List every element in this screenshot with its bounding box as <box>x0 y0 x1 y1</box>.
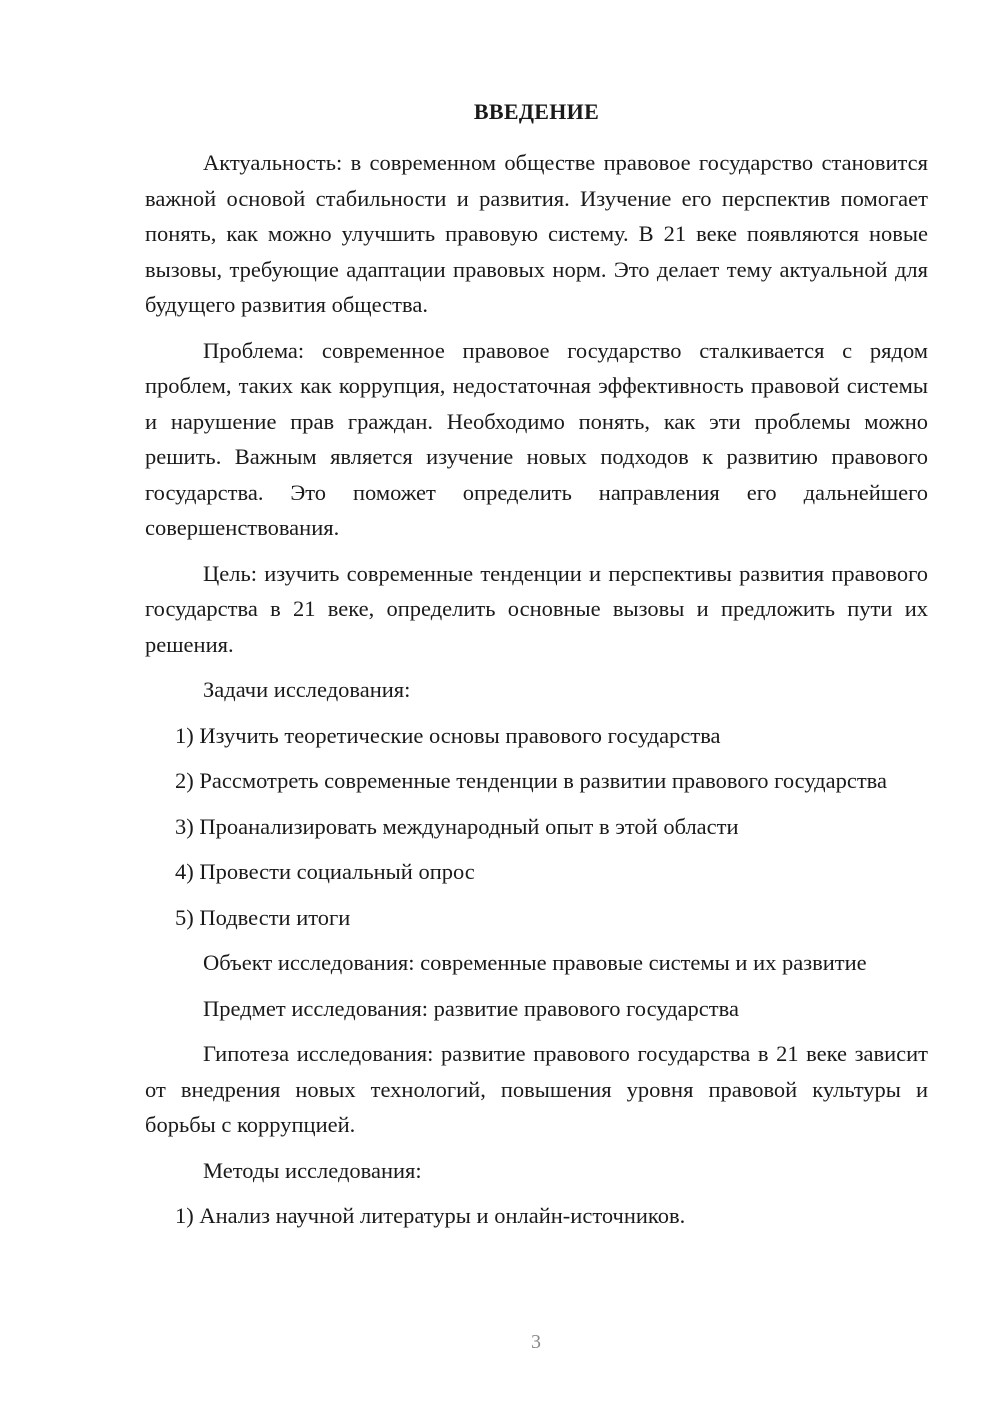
task-item-4: 4) Провести социальный опрос <box>175 859 475 884</box>
method-item-1: 1) Анализ научной литературы и онлайн-источников. <box>175 1203 686 1228</box>
paragraph-subject: Предмет исследования: развитие правового государства <box>203 995 739 1021</box>
paragraph-problem: Проблема: современное правовое государство сталкивается с рядом проблем, таких как коррупция, недостаточная эффективность правовой системы и нарушение прав граждан. Необходимо понять, как эти проблемы можно решить. Важным является изучение новых подходов к развитию правового государства. Это поможет определить направления его дальнейшего совершенствования. <box>145 337 928 540</box>
paragraph-relevance: Актуальность: в современном обществе правовое государство становится важной основой стабильности и развития. Изучение его перспектив помогает понять, как можно улучшить правовую систему. В 21 веке появляются новые вызовы, требующие адаптации правовых норм. Это делает тему актуальной для будущего развития общества. <box>145 150 928 317</box>
paragraph-methods-heading: Методы исследования: <box>203 1157 422 1183</box>
paragraph-tasks-heading: Задачи исследования: <box>203 677 411 702</box>
page-number: 3 <box>531 1331 541 1353</box>
section-heading: ВВЕДЕНИЕ <box>473 99 600 124</box>
paragraph-object: Объект исследования: современные правовые системы и их развитие <box>203 950 867 975</box>
task-item-5: 5) Подвести итоги <box>175 904 351 930</box>
task-item-3: 3) Проанализировать международный опыт в этой области <box>175 813 739 839</box>
page-content <box>145 94 928 1244</box>
paragraph-goal: Цель: изучить современные тенденции и перспективы развития правового государства в 21 веке, определить основные вызовы и предложить пути их решения. <box>145 560 928 657</box>
paragraph-hypothesis: Гипотеза исследования: развитие правового государства в 21 веке зависит от внедрения новых технологий, повышения уровня правовой культуры и борьбы с коррупцией. <box>145 1041 928 1137</box>
task-item-2: 2) Рассмотреть современные тенденции в развитии правового государства <box>175 768 887 793</box>
task-item-1: 1) Изучить теоретические основы правового государства <box>175 722 721 748</box>
